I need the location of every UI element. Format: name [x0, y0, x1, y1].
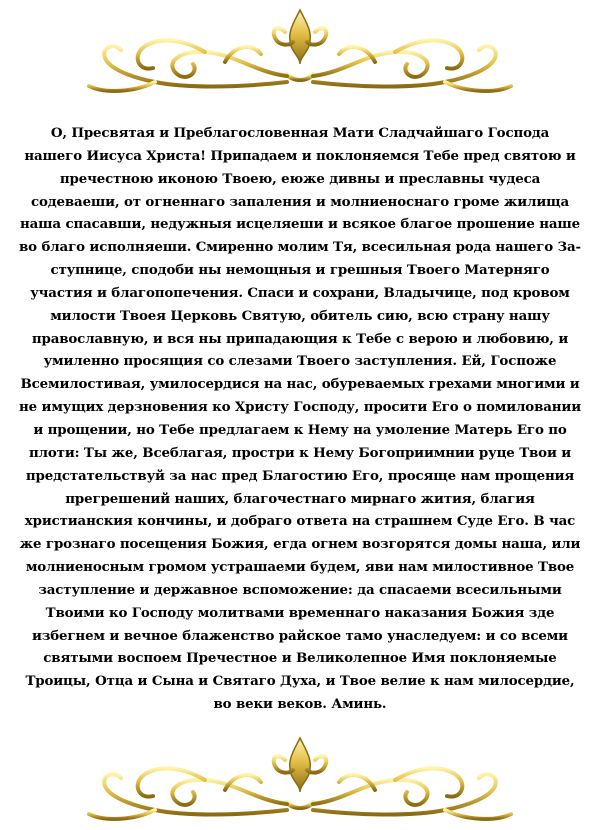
prayer-line: не имущих дерзновения ко Христу Господу, просити Его о помиловании	[19, 399, 581, 416]
prayer-line: во веки веков. Аминь.	[213, 696, 387, 713]
prayer-line: наша спасавши, недужныя исцеляеши и всякое благое прошение наше	[19, 216, 581, 233]
prayer-line: ступнице, сподоби ны немощныя и грешныя Твоего Матерняго	[50, 262, 550, 279]
prayer-line: православную, и вся ны припадающия к Тебе с верою и любовию, и	[31, 330, 569, 347]
gold-ornament-top-icon	[65, 2, 535, 102]
prayer-line: Троицы, Отца и Сына и Святаго Духа, и Твое велие к нам милосердие,	[25, 673, 575, 690]
prayer-line: плоти: Ты же, Всеблагая, простри к Нему Богоприимнии руце Твои и	[28, 444, 572, 461]
prayer-line: прегрешений наших, благочестнаго мирнаго жития, благия	[65, 490, 535, 507]
prayer-line: же грознаго посещения Божия, егда огнем возгорятся домы наша, или	[19, 536, 581, 553]
prayer-line: умиленно просящия со слезами Твоего заступления. Ей, Госпоже	[43, 353, 557, 370]
gold-ornament-bottom-icon	[65, 730, 535, 830]
prayer-line: молниеносным громом устрашаеми будем, яви нам милостивное Твое	[25, 559, 575, 576]
prayer-line: Твоими ко Господу молитвами временнаго наказания Божия зде	[45, 604, 555, 621]
prayer-line: Всемилостивая, умилосердися на нас, обуреваемых грехами многими и	[20, 376, 580, 393]
prayer-line: заступление и державное вспоможение: да спасаеми всесильными	[38, 581, 562, 598]
prayer-line: пречестною иконою Твоею, еюже дивны и преславны чудеса	[59, 170, 541, 187]
prayer-line: предстательствуй за нас пред Благостию Его, просяще нам прощения	[25, 467, 575, 484]
prayer-line: христианския кончины, и добраго ответа на страшнем Суде Его. В час	[24, 513, 576, 530]
prayer-line: участия и благопопечения. Спаси и сохрани, Владычице, под кровом	[30, 284, 570, 301]
prayer-line: избегнем и вечное блаженство райское тамо унаследуем: и со всеми	[32, 627, 568, 644]
prayer-line: милости Твоея Церковь Святую, обитель сию, всю страну нашу	[50, 307, 550, 324]
prayer-line: во благо исполняеши. Смиренно молим Тя, всесильная рода нашего За-	[19, 239, 581, 256]
prayer-text	[0, 122, 600, 716]
prayer-line: нашего Иисуса Христа! Припадаем и поклоняемся Тебе пред святою и	[24, 147, 576, 164]
prayer-line: и прощении, но Тебе предлагаем к Нему на умоление Матерь Его по	[33, 421, 567, 438]
prayer-line: содеваеши, от огненнаго запаления и молниеноснаго громе жилища	[30, 193, 570, 210]
prayer-line: О, Пресвятая и Преблагословенная Мати Сладчайшаго Господа	[50, 125, 550, 141]
prayer-line: святыми воспоем Пречестное и Великолепное Имя поклоняемые	[43, 650, 557, 667]
